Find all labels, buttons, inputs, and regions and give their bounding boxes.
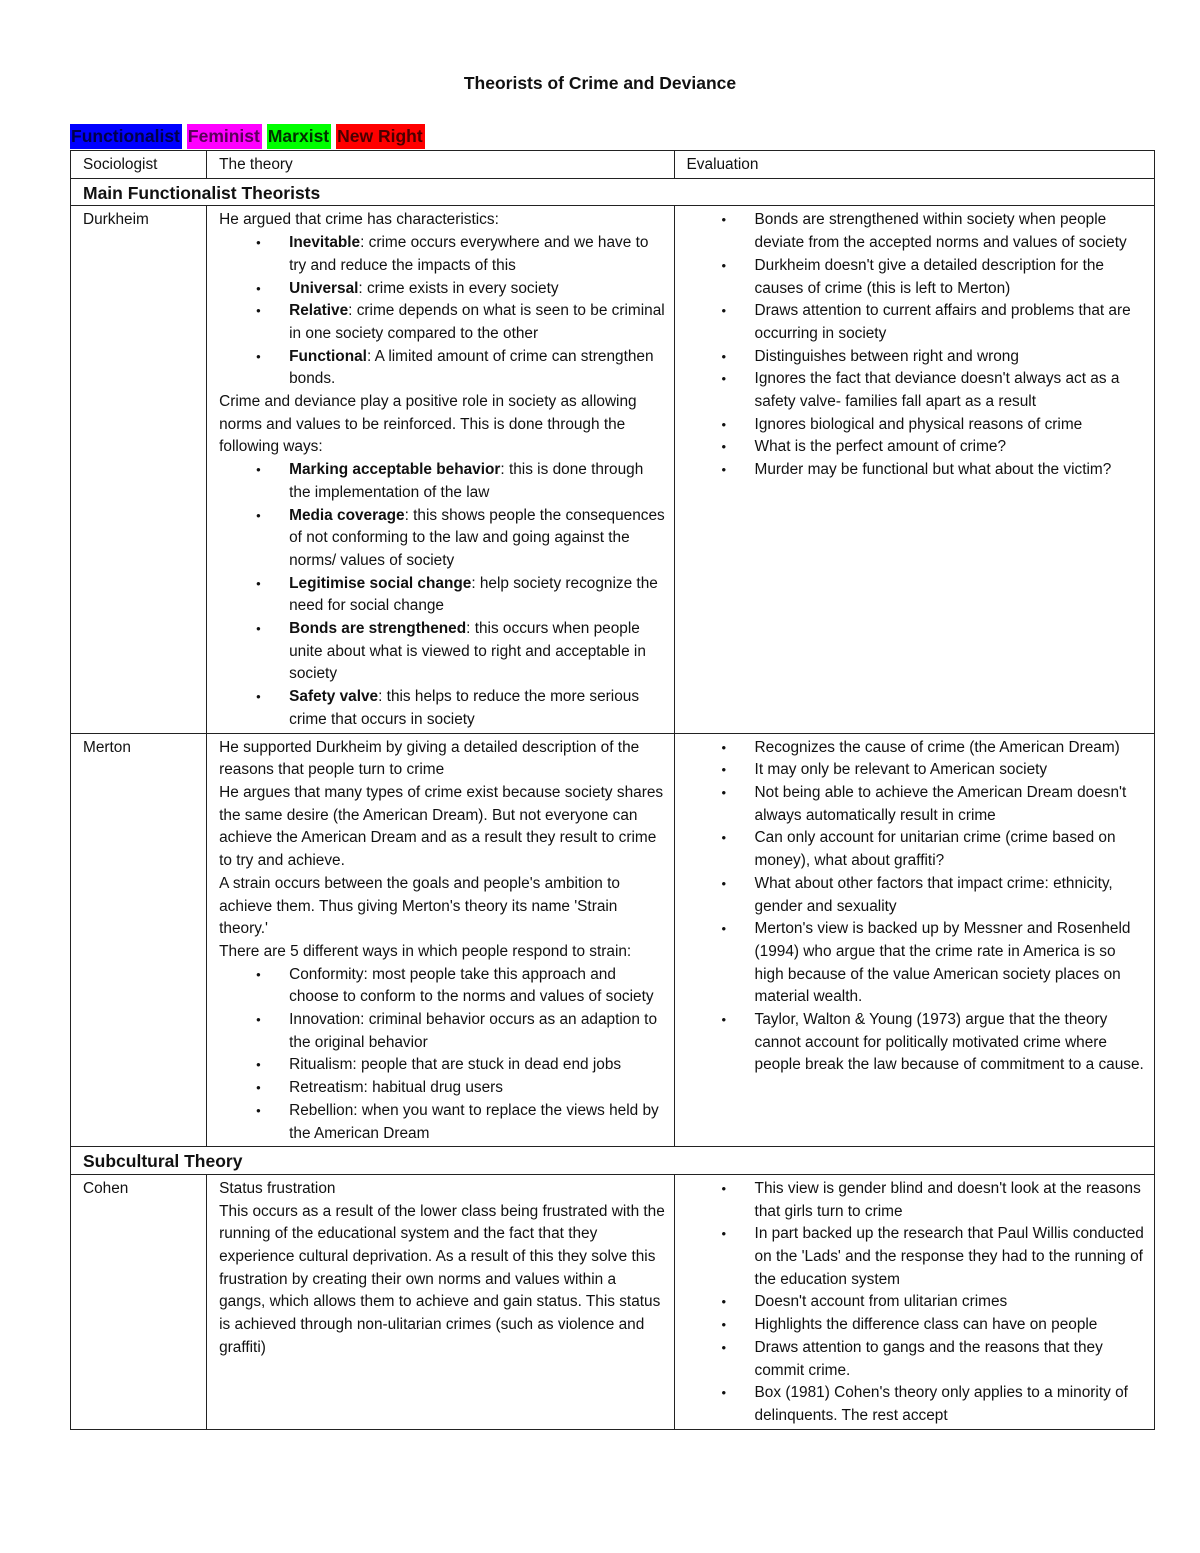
theorists-table [70, 150, 1155, 1430]
term-description: : this occurs when people unite about what is viewed to right and acceptable in society [289, 620, 646, 683]
list-item [289, 232, 665, 277]
list-item: • Distinguishes between right and wrong [755, 346, 1146, 369]
table-row-merton [71, 733, 1155, 1147]
list-item: • Retreatism: habitual drug users [289, 1077, 665, 1100]
list-item [289, 278, 665, 301]
list-item [289, 300, 665, 345]
section-functionalist [71, 178, 1155, 206]
list-item [289, 459, 665, 504]
theory-paragraph: This occurs as a result of the lower class being frustrated with the running of the educational system and the fact that they experience cultural deprivation. As a result of this they solve this frustration by creating their own norms and values within a gangs, which allows them to achieve and gain status. This status is achieved through non-ulitarian crimes (such as violence and graffiti) [219, 1202, 665, 1356]
term-description: : crime occurs everywhere and we have to try and reduce the impacts of this [289, 234, 649, 274]
list-item: • What is the perfect amount of crime? [755, 436, 1146, 459]
list-item: • What about other factors that impact crime: ethnicity, gender and sexuality [755, 873, 1146, 918]
key-term: Relative [289, 302, 349, 320]
legend-marxist: Marxist [267, 124, 331, 149]
key-term: Media coverage [289, 506, 405, 524]
evaluation-list [687, 209, 1146, 481]
sociologist-name: Merton [71, 733, 207, 1147]
theory-paragraph: There are 5 different ways in which people respond to strain: [219, 942, 632, 960]
list-item: • It may only be relevant to American society [755, 759, 1146, 782]
header-theory: The theory [207, 151, 674, 179]
list-item: • Conformity: most people take this approach and choose to conform to the norms and values of society [289, 964, 665, 1009]
legend [70, 124, 425, 149]
ways-list [219, 459, 665, 731]
list-item [289, 618, 665, 686]
sociologist-name: Durkheim [71, 206, 207, 733]
list-item: • Taylor, Walton & Young (1973) argue that the theory cannot account for politically motivated crime where people break the law because of commitment to a cause. [755, 1009, 1146, 1077]
list-item [289, 505, 665, 573]
list-item: • Recognizes the cause of crime (the American Dream) [755, 737, 1146, 760]
key-term: Bonds are strengthened [289, 620, 467, 638]
key-term: Functional [289, 347, 367, 365]
evaluation-list [687, 1178, 1146, 1428]
term-description: : crime depends on what is seen to be criminal in one society compared to the other [289, 302, 665, 342]
list-item: • Draws attention to current affairs and problems that are occurring in society [755, 300, 1146, 345]
term-description: : this helps to reduce the more serious crime that occurs in society [289, 688, 640, 728]
section-heading: Main Functionalist Theorists [71, 178, 1155, 206]
key-term: Universal [289, 279, 359, 297]
evaluation-cell [674, 733, 1154, 1147]
key-term: Safety valve [289, 688, 379, 706]
theory-role: Crime and deviance play a positive role in society as allowing norms and values to be reinforced. This is done through the following ways: [219, 393, 637, 456]
term-description: : crime exists in every society [358, 279, 559, 297]
list-item: • Ignores the fact that deviance doesn't always act as a safety valve- families fall apart as a result [755, 368, 1146, 413]
theory-heading: Status frustration [219, 1179, 336, 1197]
list-item: • Rebellion: when you want to replace the views held by the American Dream [289, 1100, 665, 1145]
list-item: • Box (1981) Cohen's theory only applies to a minority of delinquents. The rest accept [755, 1382, 1146, 1427]
evaluation-list [687, 737, 1146, 1078]
legend-feminist: Feminist [187, 124, 262, 149]
evaluation-cell [674, 206, 1154, 733]
characteristics-list [219, 232, 665, 391]
list-item: • Highlights the difference class can have on people [755, 1314, 1146, 1337]
responses-list [219, 964, 665, 1146]
list-item: • Can only account for unitarian crime (crime based on money), what about graffiti? [755, 827, 1146, 872]
header-sociologist: Sociologist [71, 151, 207, 179]
term-description: : A limited amount of crime can strengthen bonds. [289, 347, 654, 388]
table-row-durkheim [71, 206, 1155, 733]
page-title: Theorists of Crime and Deviance [463, 73, 737, 93]
list-item: • Merton's view is backed up by Messner and Rosenheld (1994) who argue that the crime rate in America is so high because of the value American society places on material wealth. [755, 918, 1146, 1009]
key-term: Legitimise social change [289, 574, 472, 592]
list-item [289, 686, 665, 731]
key-term: Marking acceptable behavior [289, 461, 501, 479]
theory-paragraph: He argues that many types of crime exist because society shares the same desire (the American Dream). But not everyone can achieve the American Dream and as a result they result to crime to try and achieve. [219, 783, 664, 870]
list-item: • In part backed up the research that Paul Willis conducted on the 'Lads' and the response they had to the running of the education system [755, 1223, 1146, 1291]
theory-paragraph: He supported Durkheim by giving a detailed description of the reasons that people turn to crime [219, 738, 640, 779]
term-description: : help society recognize the need for social change [289, 574, 658, 615]
list-item: • Not being able to achieve the American Dream doesn't always automatically result in crime [755, 782, 1146, 827]
table-row-cohen [71, 1174, 1155, 1429]
theory-intro: He argued that crime has characteristics: [219, 211, 499, 229]
header-row [71, 151, 1155, 179]
list-item [289, 346, 665, 391]
list-item: • Murder may be functional but what about the victim? [755, 459, 1146, 482]
section-heading: Subcultural Theory [71, 1147, 1155, 1175]
theory-cell [207, 206, 674, 733]
list-item [289, 573, 665, 618]
list-item: • Ritualism: people that are stuck in dead end jobs [289, 1054, 665, 1077]
list-item: • Bonds are strengthened within society when people deviate from the accepted norms and values of society [755, 209, 1146, 254]
list-item: • Draws attention to gangs and the reasons that they commit crime. [755, 1337, 1146, 1382]
list-item: • Ignores biological and physical reasons of crime [755, 414, 1146, 437]
term-description: : this shows people the consequences of not conforming to the law and going against the norms/ values of society [289, 506, 665, 569]
header-evaluation: Evaluation [674, 151, 1154, 179]
sociologist-name: Cohen [71, 1174, 207, 1429]
evaluation-cell [674, 1174, 1154, 1429]
list-item: • Durkheim doesn't give a detailed description for the causes of crime (this is left to Merton) [755, 255, 1146, 300]
legend-functionalist: Functionalist [70, 124, 182, 149]
list-item: • Innovation: criminal behavior occurs as an adaption to the original behavior [289, 1009, 665, 1054]
list-item: • Doesn't account from ulitarian crimes [755, 1291, 1146, 1314]
theory-cell [207, 1174, 674, 1429]
theory-cell [207, 733, 674, 1147]
legend-new-right: New Right [336, 124, 425, 149]
list-item: • This view is gender blind and doesn't look at the reasons that girls turn to crime [755, 1178, 1146, 1223]
section-subcultural [71, 1147, 1155, 1175]
term-description: : this is done through the implementation of the law [289, 461, 644, 501]
key-term: Inevitable [289, 234, 361, 252]
theory-paragraph: A strain occurs between the goals and people's ambition to achieve them. Thus giving Merton's theory its name 'Strain theory.' [219, 874, 620, 938]
